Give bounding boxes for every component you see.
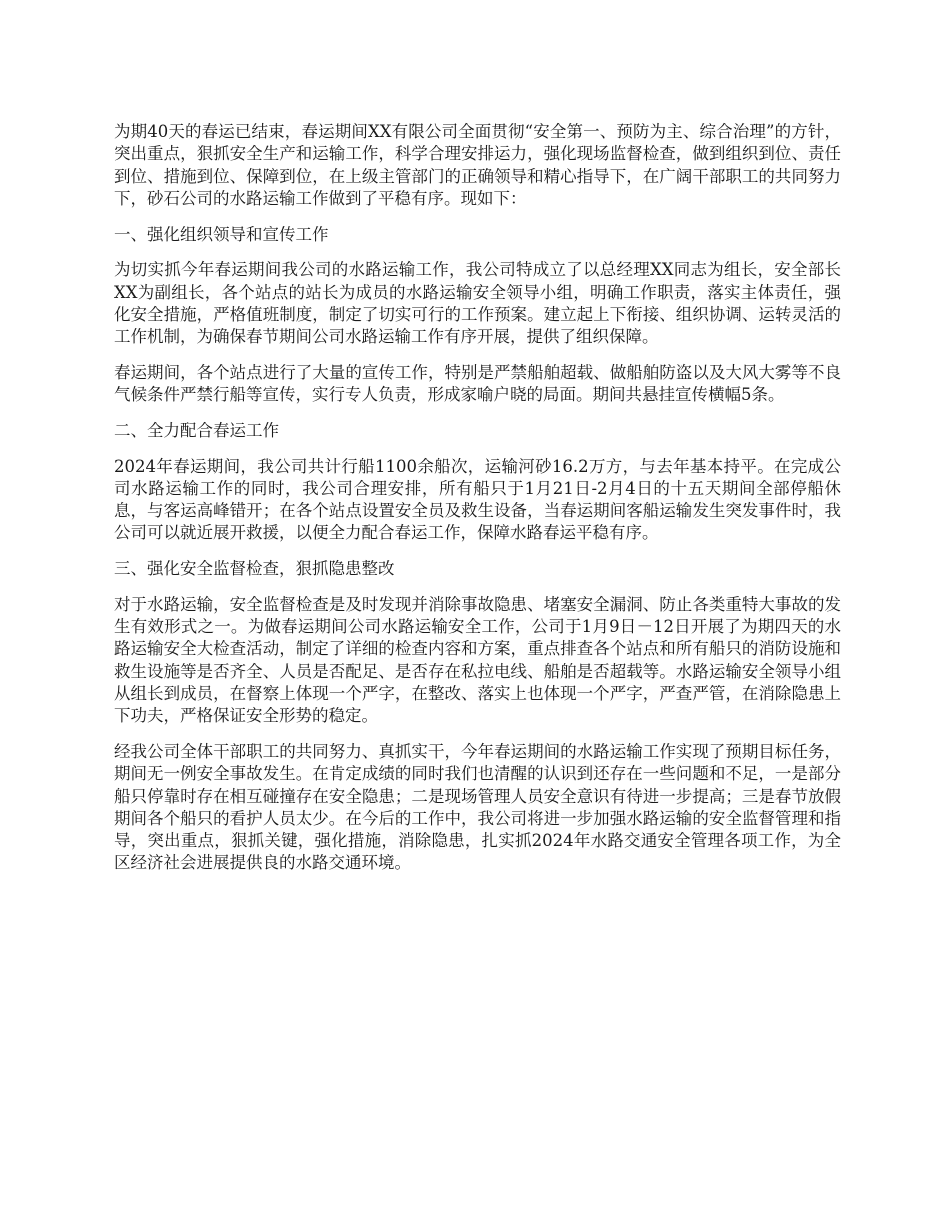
paragraph-spring-transport: 2024年春运期间，我公司共计行船1100余船次，运输河砂16.2万方，与去年基本持平。在完成公司水路运输工作的同时，我公司合理安排，所有船只于1月21日-2月4日的十五天期间全部停船休息，与客运高峰错开；在各个站点设置安全员及救生设备，当春运期间客船运输发生突发事件时，我公司可以就近展开救援，以便全力配合春运工作，保障水路春运平稳有序。 — [114, 456, 841, 543]
section-heading-1: 一、强化组织领导和宣传工作 — [114, 224, 329, 244]
intro-paragraph: 为期40天的春运已结束，春运期间XX有限公司全面贯彻“安全第一、预防为主、综合治理”的方针，突出重点，狠抓安全生产和运输工作，科学合理安排运力，强化现场监督检查，做到组织到位、责任到位、措施到位、保障到位，在上级主管部门的正确领导和精心指导下，在广阔干部职工的共同努力下，砂石公司的水路运输工作做到了平稳有序。现如下： — [114, 122, 841, 208]
document-page — [114, 121, 841, 888]
paragraph-publicity: 春运期间，各个站点进行了大量的宣传工作，特别是严禁船舶超载、做船舶防盗以及大风大雾等不良气候条件严禁行船等宣传，实行专人负责，形成家喻户晓的局面。期间共悬挂宣传横幅5条。 — [114, 362, 841, 405]
paragraph-safety-inspection: 对于水路运输，安全监督检查是及时发现并消除事故隐患、堵塞安全漏洞、防止各类重特大事故的发生有效形式之一。为做春运期间公司水路运输安全工作，公司于1月9日－12日开展了为期四天的水路运输安全大检查活动，制定了详细的检查内容和方案，重点排查各个站点和所有船只的消防设施和救生设施等是否齐全、人员是否配足、是否存在私拉电线、船舶是否超载等。水路运输安全领导小组从组长到成员，在督察上体现一个严字，在整改、落实上也体现一个严字，严查严管，在消除隐患上下功夫，严格保证安全形势的稳定。 — [114, 594, 841, 726]
paragraph-organization: 为切实抓今年春运期间我公司的水路运输工作，我公司特成立了以总经理XX同志为组长，安全部长XX为副组长，各个站点的站长为成员的水路运输安全领导小组，明确工作职责，落实主体责任，强化安全措施，严格值班制度，制定了切实可行的工作预案。建立起上下衔接、组织协调、运转灵活的工作机制，为确保春节期间公司水路运输工作有序开展，提供了组织保障。 — [114, 260, 841, 347]
paragraph-summary: 经我公司全体干部职工的共同努力、真抓实干，今年春运期间的水路运输工作实现了预期目标任务，期间无一例安全事故发生。在肯定成绩的同时我们也清醒的认识到还存在一些问题和不足，一是部分船只停靠时存在相互碰撞存在安全隐患；二是现场管理人员安全意识有待进一步提高；三是春节放假期间各个船只的看护人员太少。在今后的工作中，我公司将进一步加强水路运输的安全监督管理和指导，突出重点，狠抓关键，强化措施，消除隐患，扎实抓2024年水路交通安全管理各项工作，为全区经济社会进展提供良的水路交通环境。 — [114, 741, 841, 873]
section-heading-3: 三、强化安全监督检查，狠抓隐患整改 — [114, 559, 395, 579]
section-heading-2: 二、全力配合春运工作 — [114, 420, 279, 440]
